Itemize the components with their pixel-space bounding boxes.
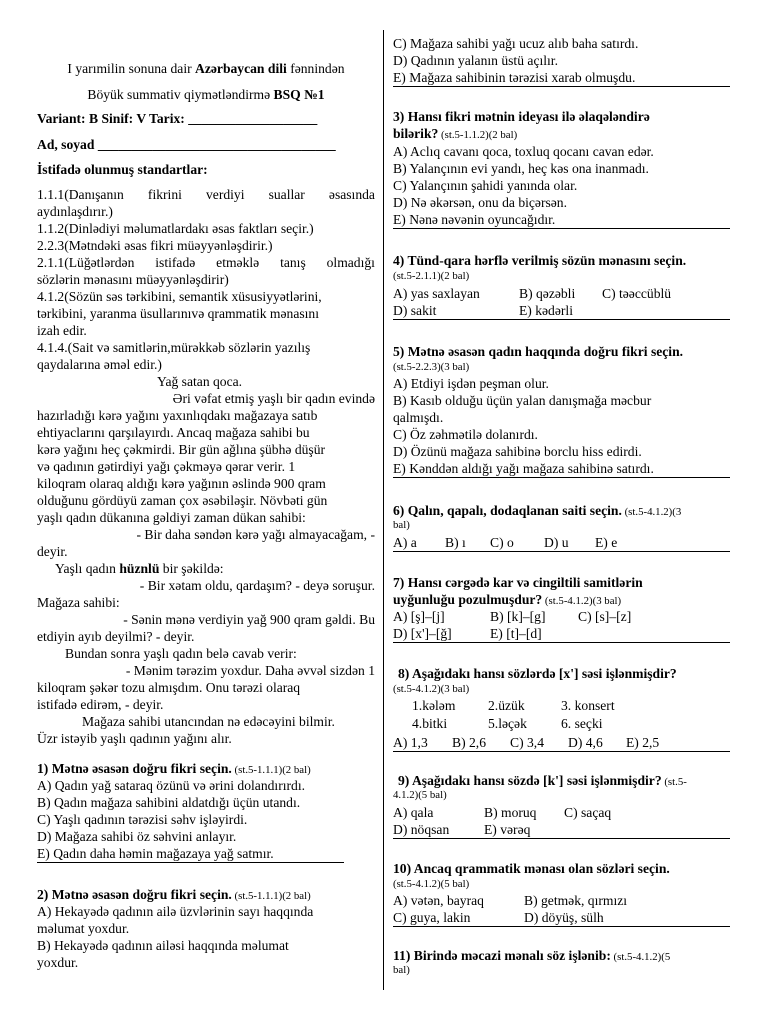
question-6-title — [393, 502, 730, 519]
q9-option-e: E) vərəq — [484, 822, 531, 837]
word: istifadə — [155, 255, 196, 270]
question-text: uyğunluğu pozulmuşdur? — [393, 592, 543, 607]
story-line: Üzr istəyib yaşlı qadının yağını alır. — [37, 731, 232, 746]
standard-1 — [37, 186, 375, 203]
standard-tag: (st.5-1.1.2)(2 bal) — [438, 129, 518, 141]
q3-option-b: B) Yalançının evi yandı, heç kəs ona inanmadı. — [393, 161, 649, 176]
word-item: 5.ləçək — [488, 716, 527, 731]
q4-options-row2 — [393, 302, 730, 320]
story-line: Əri vəfat etmiş yaşlı bir qadın evində — [172, 391, 375, 406]
word: əsasında — [328, 187, 375, 202]
story-line: və qadının gətirdiyi yağı çəkməyə qərar verir. 1 — [37, 459, 296, 474]
question-7-title-cont — [393, 591, 730, 608]
q6-options — [393, 534, 730, 552]
q2-option-c: C) Mağaza sahibi yağı ucuz alıb baha satırdı. — [393, 36, 639, 51]
story-dialogue: - Mənim tərəzim yoxdur. Daha əvvəl sizdən 1 — [125, 663, 375, 678]
q1-option-e: E) Qadın daha həmin mağazaya yağ satmır. — [37, 845, 344, 863]
word: verdiyi — [205, 187, 245, 202]
story-text: Yaşlı qadın — [55, 561, 120, 576]
standard-tag: (st.5- — [661, 776, 687, 788]
q7-option-c: C) [s]–[z] — [578, 609, 632, 624]
q7-option-d: D) [x']–[ğ] — [393, 626, 452, 641]
header-line1 — [37, 60, 375, 77]
word: fikrini — [147, 187, 182, 202]
q4-option-d: D) sakit — [393, 303, 437, 318]
question-3-title-cont — [393, 125, 730, 142]
q1-option-b: B) Qadın mağaza sahibini aldatdığı üçün utandı. — [37, 795, 301, 810]
q3-option-d: D) Nə əkərsən, onu da biçərsən. — [393, 195, 568, 210]
q5-option-c: C) Öz zəhmətilə dolanırdı. — [393, 427, 538, 442]
q2-option-a: A) Hekayədə qadının ailə üzvlərinin sayı haqqında — [37, 904, 314, 919]
q10-option-b: B) getmək, qırmızı — [524, 893, 628, 908]
q3-option-a: A) Aclıq cavanı qoca, toxluq qocanı cavan edər. — [393, 144, 654, 159]
q8-option-d: D) 4,6 — [568, 735, 603, 750]
q10-option-a: A) vətən, bayraq — [393, 893, 484, 908]
q1-option-c: C) Yaşlı qadının tərəzisi səhv işləyirdi. — [37, 812, 248, 827]
q4-option-a: A) yas saxlayan — [393, 286, 480, 301]
standard-tag: (st.5-2.2.3)(3 bal) — [393, 361, 470, 373]
story-line — [55, 560, 375, 577]
question-text: 11) Birində məcazi mənalı söz işlənib: — [393, 948, 611, 963]
q7-option-e: E) [t]–[d] — [490, 626, 542, 641]
story-line: hazırladığı kərə yağını yaxınlıqdakı mağazaya satıb — [37, 408, 318, 423]
subject-name: Azərbaycan dili — [195, 61, 287, 76]
standard-5-cont: izah edir. — [37, 323, 87, 338]
q6-option-c: C) o — [490, 535, 514, 550]
question-text: 9) Aşağıdakı hansı sözdə [k'] səsi işlənmişdir? — [398, 773, 662, 788]
standard-5: 4.1.2(Sözün səs tərkibini, semantik xüsusiyyətlərini, — [37, 289, 322, 304]
standard-tag-cont: bal) — [393, 964, 410, 976]
header-line2 — [37, 86, 375, 103]
question-text: 1) Mətnə əsasən doğru fikri seçin. — [37, 761, 232, 776]
q9-options-row2 — [393, 821, 730, 839]
q5-option-d: D) Özünü mağaza sahibinə borclu hiss edirdi. — [393, 444, 642, 459]
q4-option-c: C) təəccüblü — [602, 286, 672, 301]
question-2-title — [37, 886, 375, 903]
word: 2.1.1(Lüğətlərdən — [37, 255, 135, 270]
q1-option-a: A) Qadın yağ sataraq özünü və ərini dolandırırdı. — [37, 778, 306, 793]
name-line: Ad, soyad ___________________________________ — [37, 137, 336, 152]
story-line: Mağaza sahibi utancından nə edəcəyini bilmir. — [82, 714, 335, 729]
story-dialogue: etdiyin ayıb deyilmi? - deyir. — [37, 629, 195, 644]
header-text: I yarımilin sonuna dair — [67, 61, 196, 76]
standard-5-cont: tərkibini, yaranma üsullarınıvə qrammatik mənasını — [37, 306, 319, 321]
right-column — [393, 0, 730, 1024]
q3-option-c: C) Yalançının şahidi yanında olar. — [393, 178, 578, 193]
standard-tag: (st.5-2.1.1)(2 bal) — [393, 270, 470, 282]
story-line: kiloqram olaraq aldığı kərə yağının əslində 900 qram — [37, 476, 326, 491]
q2-option-b-cont: yoxdur. — [37, 955, 79, 970]
standard-tag-cont: 4.1.2)(5 bal) — [393, 789, 447, 801]
q9-option-b: B) moruq — [484, 805, 537, 820]
question-8-title: 8) Aşağıdakı hansı sözlərdə [x'] səsi işlənmişdir? — [398, 666, 677, 681]
q4-option-b: B) qəzəbli — [519, 286, 576, 301]
standards-title: İstifadə olunmuş standartlar: — [37, 162, 208, 177]
story-dialogue: - Sənin mənə verdiyin yağ 900 qram gəldi. Bu — [123, 612, 375, 627]
story-text: bir şəkildə: — [159, 561, 224, 576]
q5-option-b: B) Kasıb olduğu üçün yalan danışmağa məcbur — [393, 393, 652, 408]
q2-option-e: E) Mağaza sahibinin tərəzisi xarab olmuşdu. — [393, 69, 730, 87]
question-1-title — [37, 760, 375, 777]
variant-line: Variant: B Sinif: V Tarix: ___________________ — [37, 111, 318, 126]
column-divider — [383, 30, 384, 990]
word-item: 2.üzük — [488, 698, 525, 713]
q10-options-row2 — [393, 909, 730, 927]
q5-option-e: E) Kənddən aldığı yağı mağaza sahibinə satırdı. — [393, 460, 730, 478]
q8-option-a: A) 1,3 — [393, 735, 428, 750]
story-line: ehtiyaclarını qarşılayırdı. Ancaq mağaza sahibi bu — [37, 425, 310, 440]
q8-option-b: B) 2,6 — [452, 735, 486, 750]
q10-option-d: D) döyüş, sülh — [524, 910, 604, 925]
story-dialogue: istifadə edirəm, - deyir. — [37, 697, 164, 712]
exam-code: BSQ №1 — [273, 87, 325, 102]
standard-tag: (st.5-4.1.2)(3 bal) — [542, 595, 622, 607]
standard-2: 1.1.2(Dinlədiyi məlumatlardakı əsas faktları seçir.) — [37, 221, 314, 236]
q7-options-row2 — [393, 625, 730, 643]
q6-option-b: B) ı — [445, 535, 466, 550]
exam-type: Böyük summativ qiymətləndirmə — [87, 87, 274, 102]
word-item: 3. konsert — [561, 698, 615, 713]
standard-4-cont: sözlərin mənasını müəyyənləşdirir) — [37, 272, 229, 287]
story-line: Mağaza sahibi: — [37, 595, 120, 610]
standard-tag: (st.5-1.1.1)(2 bal) — [231, 890, 311, 902]
word: olmadığı — [326, 255, 375, 270]
story-line: Bundan sonra yaşlı qadın belə cavab verir: — [65, 646, 297, 661]
standard-6-cont: qaydalarına əməl edir.) — [37, 357, 162, 372]
q5-option-b-cont: qalmışdı. — [393, 410, 444, 425]
question-7-title: 7) Hansı cərgədə kar və cingiltili samitlərin — [393, 575, 643, 590]
q10-option-c: C) guya, lakin — [393, 910, 471, 925]
question-3-title: 3) Hansı fikri mətnin ideyası ilə əlaqələndirə — [393, 109, 650, 124]
header-text: fənnindən — [286, 61, 345, 76]
standard-tag: (st.5-1.1.1)(2 bal) — [231, 764, 311, 776]
question-4-title: 4) Tünd-qara hərflə verilmiş sözün mənasını seçin. — [393, 253, 687, 268]
word: 1.1.1(Danışanın — [37, 187, 124, 202]
question-11-title — [393, 947, 730, 964]
word: tanış — [280, 255, 306, 270]
question-5-title: 5) Mətnə əsasən qadın haqqında doğru fikri seçin. — [393, 344, 684, 359]
q8-option-c: C) 3,4 — [510, 735, 544, 750]
story-dialogue: kiloqram şəkər tozu almışdım. Onu tərəzi olaraq — [37, 680, 301, 695]
q6-option-a: A) a — [393, 535, 417, 550]
story-line: kərə yağını heç çəkmirdi. Bir gün ağlına şübhə düşür — [37, 442, 326, 457]
standard-tag: (st.5-4.1.2)(5 — [610, 951, 671, 963]
q6-option-e: E) e — [595, 535, 618, 550]
q8-option-e: E) 2,5 — [626, 735, 660, 750]
q5-option-a: A) Etdiyi işdən peşman olur. — [393, 376, 549, 391]
q4-option-e: E) kədərli — [519, 303, 573, 318]
q2-option-b: B) Hekayədə qadının ailəsi haqqında məlumat — [37, 938, 289, 953]
standard-3: 2.2.3(Mətndəki əsas fikri müəyyənləşdirir.) — [37, 238, 273, 253]
q8-options — [393, 734, 730, 752]
question-10-title: 10) Ancaq qrammatik mənası olan sözləri seçin. — [393, 861, 670, 876]
standard-6: 4.1.4.(Sait və samitlərin,mürəkkəb sözlərin yazılış — [37, 340, 311, 355]
word-item: 6. seçki — [561, 716, 603, 731]
standard-1-cont: aydınlaşdırır.) — [37, 204, 113, 219]
q7-option-b: B) [k]–[g] — [490, 609, 546, 624]
story-line: olduğunu gördüyü zaman çox əsəbiləşir. Növbəti gün — [37, 493, 328, 508]
story-dialogue: - Bir xətam oldu, qardaşım? - deyə soruşur. — [139, 578, 375, 593]
standard-4 — [37, 254, 375, 271]
question-text: 6) Qalın, qapalı, dodaqlanan saiti seçin. — [393, 503, 622, 518]
standard-tag: (st.5-4.1.2)(5 bal) — [393, 878, 470, 890]
q3-option-e: E) Nənə nəvənin oyuncağıdır. — [393, 211, 730, 229]
q1-option-d: D) Mağaza sahibi öz səhvini anlayır. — [37, 829, 237, 844]
q7-option-a: A) [ş]–[j] — [393, 609, 445, 624]
standard-tag: (st.5-4.1.2)(3 — [621, 506, 682, 518]
word-item: 4.bitki — [412, 716, 448, 731]
word-item: 1.kələm — [412, 698, 456, 713]
story-dialogue: deyir. — [37, 544, 68, 559]
q2-option-d: D) Qadının yalanın üstü açılır. — [393, 53, 558, 68]
story-line: yaşlı qadın dükanına gəldiyi zaman dükan sahibi: — [37, 510, 306, 525]
q9-option-a: A) qala — [393, 805, 434, 820]
q6-option-d: D) u — [544, 535, 569, 550]
standard-tag-cont: bal) — [393, 519, 410, 531]
story-dialogue: - Bir daha səndən kərə yağı almayacağam, - — [136, 527, 375, 542]
q9-option-d: D) nöqsan — [393, 822, 450, 837]
story-title: Yağ satan qoca. — [157, 374, 243, 389]
word: suallar — [268, 187, 305, 202]
question-text: bilərik? — [393, 126, 439, 141]
left-column — [37, 0, 375, 1024]
q2-option-a-cont: məlumat yoxdur. — [37, 921, 130, 936]
question-9-title — [398, 772, 730, 789]
standard-tag: (st.5-4.1.2)(3 bal) — [393, 683, 470, 695]
q9-option-c: C) saçaq — [564, 805, 612, 820]
word: etməklə — [216, 255, 260, 270]
question-text: 2) Mətnə əsasən doğru fikri seçin. — [37, 887, 232, 902]
bold-word: hüznlü — [119, 561, 160, 576]
